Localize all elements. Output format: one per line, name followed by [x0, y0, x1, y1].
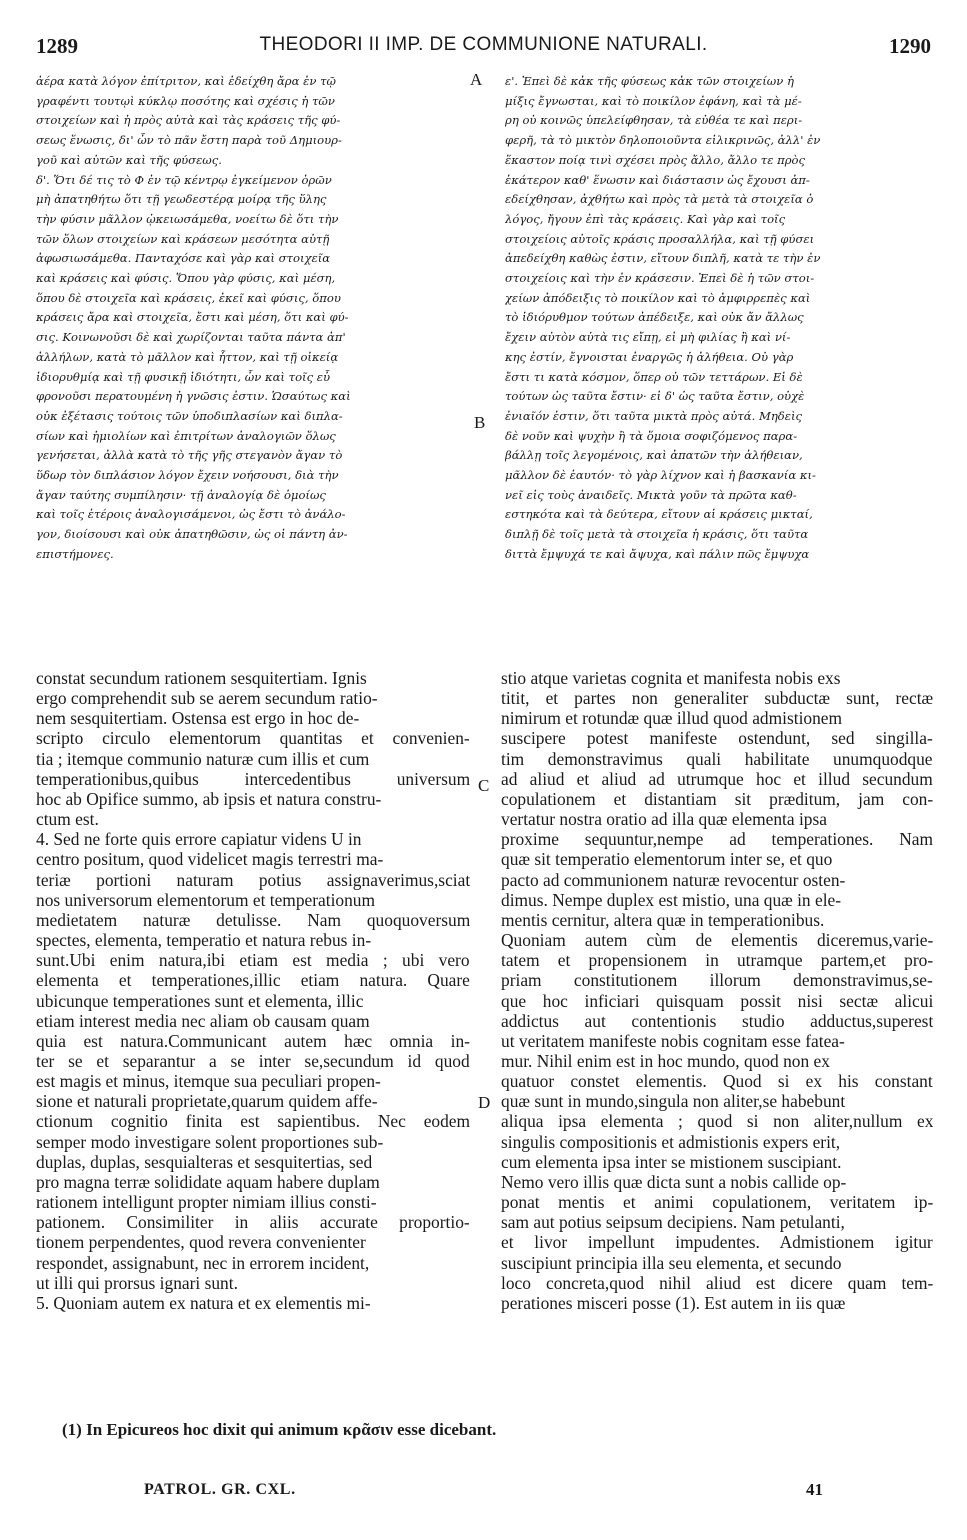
latin-text-right-column: [501, 668, 933, 1313]
text-line: τούτων ὡς ταῦτα ἔστιν· εἰ δ' ὡς ταῦτα ἔστιν, οὐχὲ: [505, 389, 805, 404]
text-line: στοιχείων καὶ ἡ πρὸς αὐτὰ καὶ τὰς κράσεις τῆς φύ-: [36, 113, 341, 128]
text-line: καὶ κράσεις καὶ φύσις. Ὅπου γὰρ φύσις, καὶ μέση,: [36, 271, 336, 286]
text-line: nos universorum elementorum et temperationum: [36, 889, 376, 910]
text-line: quatuor constet elementis. Quod si ex his constant: [501, 1071, 933, 1092]
text-line: διπλῇ δὲ τοῖς μετὰ τὰ στοιχεῖα ἡ κράσις, ὅτι ταῦτα: [505, 527, 809, 542]
text-line: respondet, assignabunt, nec in errorem incident,: [36, 1252, 370, 1273]
text-line: μᾶλλον δὲ ἑαυτόν· τὸ γὰρ λίχνον καὶ ἡ βασκανία κι-: [505, 468, 816, 483]
text-line: ponat mentis et animi copulationem, veritatem ip-: [501, 1192, 933, 1213]
text-line: ἰδιορυθμίᾳ καὶ τῇ φυσικῇ ἰδιότητι, ὧν καὶ τοῖς εὖ: [36, 369, 331, 384]
text-line: sione et naturali proprietate,quarum quidem affe-: [36, 1091, 378, 1112]
running-title: THEODORI II IMP. DE COMMUNIONE NATURALI.: [259, 34, 708, 55]
text-line: ἔστι τι κατὰ κόσμον, ὅπερ οὐ τῶν τεττάρων. Εἰ δὲ: [505, 369, 803, 384]
text-line: singulis compositionis et admistionis expers erit,: [501, 1131, 841, 1152]
text-line: ἑκάτερον καθ' ἕνωσιν καὶ διάστασιν ὡς ἔχουσι ἀπ-: [505, 172, 810, 187]
text-line: sunt.Ubi enim natura,ibi etiam est media ; ubi vero: [36, 950, 470, 971]
text-line: scripto circulo elementorum quantitas et convenien-: [36, 728, 470, 749]
text-line: ad aliud et aliud ad utrumque hoc et illud secundum: [501, 768, 933, 789]
text-line: nimirum et rotundæ quæ illud quod admistionem: [501, 708, 843, 729]
text-line: λόγος, ἤγουν ἐπὶ τὰς κράσεις. Καὶ γὰρ καὶ τοῖς: [505, 211, 786, 226]
text-line: teriæ portioni naturam potius assignaverimus,sciat: [36, 869, 470, 890]
text-line: ut veritatem manifeste nobis cognitam esse fatea-: [501, 1030, 845, 1051]
text-line: loco concreta,quod nihil aliud est dicere quam tem-: [501, 1272, 933, 1293]
text-line: pationem. Consimiliter in aliis accurate proportio-: [36, 1212, 470, 1233]
text-line: cum elementa ipsa inter se mistionem suscipiant.: [501, 1151, 842, 1172]
text-line: ἀέρα κατὰ λόγον ἐπίτριτον, καὶ ἐδείχθη ἄρα ἐν τῷ: [36, 74, 336, 88]
page-number-right: 1290: [889, 34, 931, 58]
text-line: ubicunque temperationes sunt et elementa, illic: [36, 990, 364, 1011]
text-line: ἕκαστον ποίᾳ τινὶ σχέσει πρὸς ἄλλο, ἄλλο τε πρὸς: [505, 152, 806, 167]
text-line: ἀφωσιωσάμεθα. Πανταχόσε καὶ γὰρ καὶ στοιχεῖα: [36, 251, 331, 266]
text-line: ρη οὐ κοινῶς ὑπελείφθησαν, τὰ εὐθέα τε καὶ περι-: [505, 113, 803, 128]
text-line: ctionum cognitio finita est sapientibus. Nec eodem: [36, 1111, 470, 1132]
text-line: hoc ab Opifice summo, ab ipsis et natura constru-: [36, 788, 382, 809]
text-line: ἀλλήλων, κατὰ τὸ μᾶλλον καὶ ἧττον, καὶ τῇ οἰκείᾳ: [36, 349, 339, 364]
text-line: elementa et temperationes,illic etiam natura. Quare: [36, 970, 470, 991]
footer-series: PATROL. GR. CXL.: [144, 1481, 296, 1498]
margin-letter-c: C: [478, 776, 490, 795]
text-line: γον, διοίσουσι καὶ οὐκ ἀπατηθῶσιν, ὡς οἱ πάντη ἀν-: [36, 527, 348, 542]
text-line: duplas, duplas, sesquialteras et sesquitertias, sed: [36, 1151, 373, 1172]
margin-letter-d: D: [478, 1093, 491, 1112]
text-line: suscipere potest manifeste ostendunt, sed singilla-: [501, 728, 933, 749]
text-line: nem sesquitertiam. Ostensa est ergo in hoc de-: [36, 708, 360, 729]
text-line: εστηκότα καὶ τὰ δεύτερα, εἴτουν αἱ κράσεις μικταί,: [505, 507, 813, 522]
text-line: ter se et separantur a se inter se,secundum id quod: [36, 1050, 470, 1071]
running-header: [0, 34, 967, 60]
text-line: διττὰ ἔμψυχά τε καὶ ἄψυχα, καὶ πάλιν πῶς ἔμψυχα: [505, 546, 810, 561]
text-line: sam aut potius seipsum decipiens. Nam petulanti,: [501, 1212, 845, 1233]
text-line: τὴν φύσιν μᾶλλον ᾠκειωσάμεθα, νοείτω δὲ ὅτι τὴν: [36, 211, 339, 226]
text-line: ut illi qui prorsus ignari sunt.: [36, 1272, 238, 1293]
text-line: κης ἐστίν, ἔγνοισται ἐναργῶς ἡ ἀλήθεια. Οὐ γὰρ: [505, 349, 794, 364]
signature-mark: 41: [806, 1480, 823, 1499]
text-line: pacto ad communionem naturæ revocentur osten-: [501, 869, 846, 890]
text-line: νεῖ εἰς τοὺς ἀναιδεῖς. Μικτὰ γοῦν τὰ πρῶτα καθ-: [505, 487, 797, 502]
text-line: titit, et partes non generaliter subductæ sunt, rectæ: [501, 688, 933, 709]
text-line: ctum est.: [36, 809, 99, 830]
text-line: rationem intelligunt propter nimiam illius consti-: [36, 1192, 377, 1213]
text-line: pro magna terræ solididate aquam habere duplam: [36, 1171, 380, 1192]
text-line: suscipiunt principia illa seu elementa, et secundo: [501, 1252, 842, 1273]
text-line: σίων καὶ ἡμιολίων καὶ ἐπιτρίτων ἀναλογιῶν ὅλως: [36, 428, 336, 443]
greek-text-right-column: [505, 72, 931, 565]
text-line: κράσεις ἄρα καὶ στοιχεῖα, ἔστι καὶ μέση, ὅτι καὶ φύ-: [36, 310, 349, 325]
text-line: tatem et propensionem in utramque partem,et pro-: [501, 950, 933, 971]
greek-text-left-column: [36, 72, 462, 565]
text-line: ἐνιαῖόν ἐστιν, ὅτι ταῦτα μικτὰ πρὸς αὐτά. Μηδεὶς: [505, 408, 803, 423]
text-line: φερῆ, τὰ τὸ μικτὸν δηλοποιοῦντα εἰλικρινῶς, ἀλλ' ἐν: [505, 133, 821, 148]
text-line: φρονοῦσι περατουμένη ἡ γνῶσις ἐστιν. Ὡσαύτως καὶ: [36, 389, 351, 404]
text-line: χείων ἀπόδειξις τὸ ποικίλον καὶ τὸ ἀμφιρρεπὲς καὶ: [505, 290, 811, 305]
text-line: Nemo vero illis quæ dicta sunt a nobis callide op-: [501, 1171, 847, 1192]
text-line: ἔχειν αὐτὸν αὐτὰ τις εἴπῃ, εἰ μὴ φιλίας ἢ καὶ νί-: [505, 330, 791, 345]
text-line: priam constitutionem illorum demonstravimus,se-: [501, 970, 933, 991]
text-line: δὲ νοῦν καὶ ψυχὴν ἢ τὰ ὅμοια σοφιζόμενος παρα-: [505, 428, 798, 443]
text-line: etiam interest media nec aliam ob causam quam: [36, 1010, 370, 1031]
text-line: μὴ ἀπατηθήτω ὅτι τῇ γεωδεστέρᾳ μοίρᾳ τῆς ὕλης: [36, 192, 327, 207]
text-line: quæ sit temperatio elementorum inter se, et quo: [501, 849, 833, 870]
text-line: δ'. Ὅτι δέ τις τὸ Φ ἐν τῷ κέντρῳ ἐγκείμενον ὁρῶν: [36, 172, 332, 187]
text-line: Quoniam autem cùm de elementis diceremus,varie-: [501, 930, 933, 951]
text-line: ergo comprehendit sub se aerem secundum ratio-: [36, 688, 378, 709]
text-line: addictus aut contentionis studio adductus,superest: [501, 1010, 933, 1031]
text-line: mentis cernitur, altera quæ in temperationibus.: [501, 909, 825, 930]
text-line: medietatem naturæ detulisse. Nam quoquoversum: [36, 909, 470, 930]
text-line: ἄγαν ταύτης συμπίλησιν· τῇ ἀναλογίᾳ δὲ ὁμοίως: [36, 487, 326, 502]
text-line: τὸ ἰδιόρυθμον τούτων ἀπέδειξε, καὶ οὐκ ἄν ἄλλως: [505, 310, 804, 325]
text-line: καὶ τοῖς ἑτέροις ἀναλογισάμενοι, ὡς ἔστι τὸ ἀνάλο-: [36, 507, 346, 522]
text-line: εδείχθησαν, ἀχθήτω καὶ πρὸς τὰ μετὰ τὰ στοιχεῖα ὁ: [505, 192, 814, 207]
text-line: mur. Nihil enim est in hoc mundo, quod non ex: [501, 1050, 830, 1071]
margin-letter-a: A: [470, 70, 483, 89]
text-line: 4. Sed ne forte quis errore capiatur videns U in: [36, 829, 362, 850]
text-line: stio atque varietas cognita et manifesta nobis exs: [501, 668, 841, 688]
latin-text-left-column: [36, 668, 470, 1313]
text-line: 5. Quoniam autem ex natura et ex elementis mi-: [36, 1292, 371, 1313]
text-line: ὕδωρ τὸν διπλάσιον λόγον ἔχειν νοήσουσι, διὰ τὴν: [36, 468, 339, 483]
text-line: ὅπου δὲ στοιχεῖα καὶ κράσεις, ἐκεῖ καὶ φύσις, ὅπου: [36, 290, 341, 305]
text-line: σις. Κοινωνοῦσι δὲ καὶ χωρίζονται ταῦτα πάντα ἀπ': [36, 330, 346, 345]
text-line: aliqua ipsa elementa ; quod si non aliter,nullum ex: [501, 1111, 933, 1132]
text-line: spectes, elementa, temperatio et natura rebus in-: [36, 930, 372, 951]
text-line: γενήσεται, ἀλλὰ κατὰ τὸ τῆς γῆς στεγανὸν ἄγαν τὸ: [36, 448, 343, 463]
margin-letter-b: B: [474, 413, 486, 432]
text-line: στοιχείοις καὶ τὴν ἐν κράσεσιν. Ἐπεὶ δὲ ἡ τῶν στοι-: [505, 271, 815, 286]
text-line: proxime sequuntur,nempe ad temperationes. Nam: [501, 829, 933, 850]
text-line: que hoc inficiari quisquam possit nisi sectæ alicui: [501, 990, 933, 1011]
text-line: ε'. Ἐπεὶ δὲ κἀκ τῆς φύσεως κἀκ τῶν στοιχείων ἡ: [505, 74, 794, 88]
text-line: vertatur nostra oratio ad illa quæ elementa ipsa: [501, 809, 827, 830]
text-line: copulationem et distantiam sit præditum, jam con-: [501, 788, 933, 809]
text-line: τῶν ὅλων στοιχείων καὶ κράσεων μεσότητα αὐτῇ: [36, 231, 330, 246]
text-line: perationes misceri posse (1). Est autem in iis quæ: [501, 1292, 846, 1313]
text-line: quæ sunt in mundo,singula non aliter,se habebunt: [501, 1091, 846, 1112]
text-line: μίξις ἔγνωσται, καὶ τὸ ποικίλον ἐφάνη, καὶ τὰ μέ-: [505, 93, 802, 108]
text-line: est magis et minus, itemque sua peculiari propen-: [36, 1071, 381, 1092]
text-line: γοῦ καὶ αὐτῶν καὶ τῆς φύσεως.: [36, 152, 222, 167]
text-line: temperationibus,quibus intercedentibus universum: [36, 768, 470, 789]
text-line: quia est natura.Communicant autem hæc omnia in-: [36, 1030, 470, 1051]
text-line: constat secundum rationem sesquitertiam. Ignis: [36, 668, 367, 688]
text-line: στοιχείοις αὐτοῖς κράσις προσαλλήλα, καὶ τῇ φύσει: [505, 231, 815, 246]
text-line: γραφέντι τουτῳὶ κύκλῳ ποσότης καὶ σχέσις ἡ τῶν: [36, 93, 335, 108]
text-line: οὐκ ἐξέτασις τούτοις τῶν ὑποδιπλασίων καὶ διπλα-: [36, 408, 343, 423]
text-line: ἀπεδείχθη καθὼς ἐστιν, εἴτουν διπλῆ, κατὰ τε τὴν ἐν: [505, 251, 821, 266]
text-line: tia ; itemque communio naturæ cum illis et cum: [36, 748, 370, 769]
text-line: tim demonstravimus quali habilitate unumquodque: [501, 748, 933, 769]
text-line: centro positum, quod videlicet magis terrestri ma-: [36, 849, 384, 870]
page-number-left: 1289: [36, 34, 78, 58]
text-line: et livor impellunt impudentes. Admistionem igitur: [501, 1232, 933, 1253]
text-line: σεως ἕνωσις, δι' ὧν τὸ πᾶν ἔστη παρὰ τοῦ Δημιουρ-: [36, 133, 342, 148]
text-line: tionem perpendentes, quod revera convenienter: [36, 1232, 366, 1253]
text-line: βάλλῃ τοῖς λεγομένοις, καὶ ἀπατῶν τὴν ἀλήθειαν,: [505, 448, 803, 463]
text-line: dimus. Nempe duplex est mistio, una quæ in ele-: [501, 889, 842, 910]
footnote: (1) In Epicureos hoc dixit qui animum κρᾶσιν esse dicebant.: [62, 1420, 497, 1439]
text-line: semper modo investigare solent proportiones sub-: [36, 1131, 384, 1152]
text-line: επιστήμονες.: [36, 546, 114, 561]
